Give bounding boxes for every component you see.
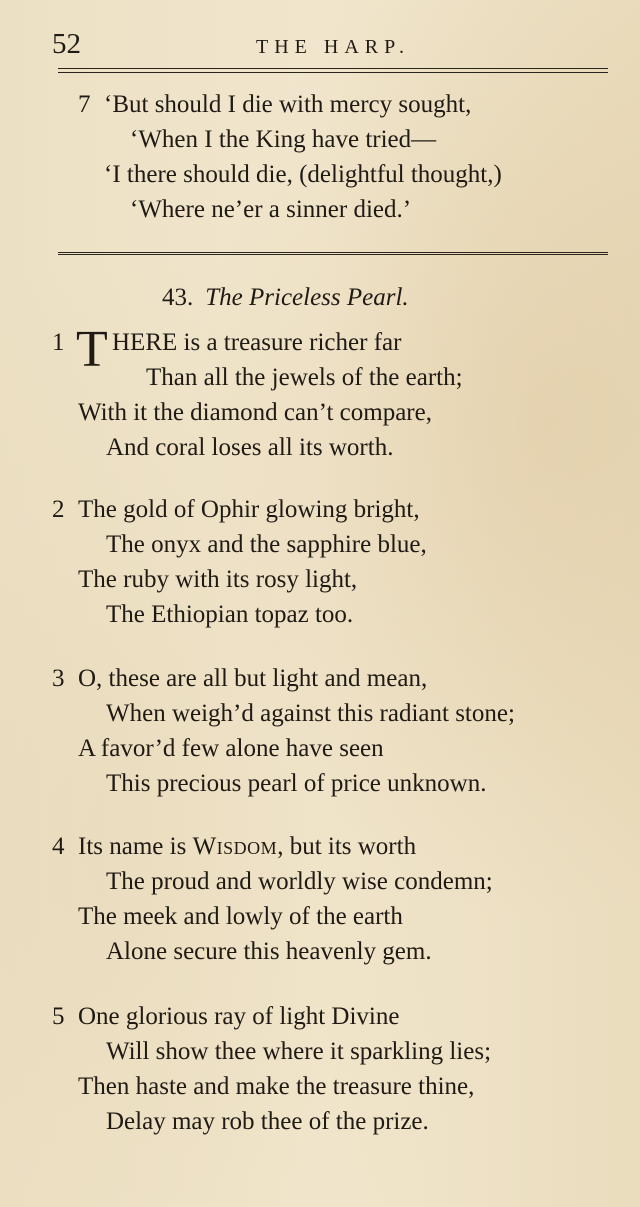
stanza-4-line-4: Alone secure this heavenly gem. — [106, 938, 432, 965]
stanza-5-line-2: Will show thee where it sparkling lies; — [106, 1038, 492, 1065]
stanza-2-line-4: The Ethiopian topaz too. — [106, 601, 354, 628]
stanza-1-line-2: Than all the jewels of the earth; — [146, 364, 463, 391]
stanza-4-line-1-start: Its name is — [78, 833, 193, 860]
stanza-number: 3 — [52, 665, 65, 692]
stanza-4-line-2: The proud and worldly wise condemn; — [106, 868, 493, 895]
stanza-2-line-1: The gold of Ophir glowing bright, — [78, 496, 420, 523]
stanza-5-line-3: Then haste and make the treasure thine, — [78, 1073, 475, 1100]
wisdom-word: Wisdom — [192, 833, 278, 860]
stanza-4-line-1-end: , but its worth — [277, 833, 417, 860]
page-number: 52 — [52, 28, 81, 60]
running-header — [52, 28, 612, 68]
stanza-4-line-1 — [78, 834, 416, 859]
hymn-number: 43. — [162, 284, 194, 311]
section-divider-rule — [58, 252, 608, 255]
stanza-number: 2 — [52, 496, 65, 523]
hymn-heading — [162, 284, 409, 312]
stanza-3-line-4: This precious pearl of price unknown. — [106, 770, 487, 797]
stanza-5-line-4: Delay may rob thee of the prize. — [106, 1108, 429, 1135]
drop-cap: T — [76, 321, 108, 378]
stanza-3-line-2: When weigh’d against this radiant stone; — [106, 700, 515, 727]
running-title: THE HARP. — [256, 36, 411, 58]
prev-line-3: ‘I there should die, (delightful thought,) — [104, 161, 502, 188]
stanza-4-line-3: The meek and lowly of the earth — [78, 903, 403, 930]
stanza-1-line-1: HERE is a treasure richer far — [112, 329, 402, 356]
stanza-3-line-1: O, these are all but light and mean, — [78, 665, 428, 692]
stanza-number: 4 — [52, 833, 65, 860]
stanza-2-line-2: The onyx and the sapphire blue, — [106, 531, 427, 558]
stanza-number: 1 — [52, 329, 65, 356]
prev-line-2: ‘When I the King have tried— — [130, 126, 437, 153]
stanza-5-line-1: One glorious ray of light Divine — [78, 1003, 400, 1030]
stanza-2-line-3: The ruby with its rosy light, — [78, 566, 358, 593]
stanza-3-line-3: A favor’d few alone have seen — [78, 735, 384, 762]
prev-stanza-number: 7 — [78, 91, 91, 118]
header-double-rule — [58, 68, 608, 73]
stanza-number: 5 — [52, 1003, 65, 1030]
prev-line-1: ‘But should I die with mercy sought, — [104, 91, 472, 118]
stanza-1-line-3: With it the diamond can’t compare, — [78, 399, 432, 426]
stanza-1-line-4: And coral loses all its worth. — [106, 434, 394, 461]
prev-line-4: ‘Where ne’er a sinner died.’ — [130, 196, 412, 223]
hymn-title: The Priceless Pearl. — [205, 284, 409, 311]
